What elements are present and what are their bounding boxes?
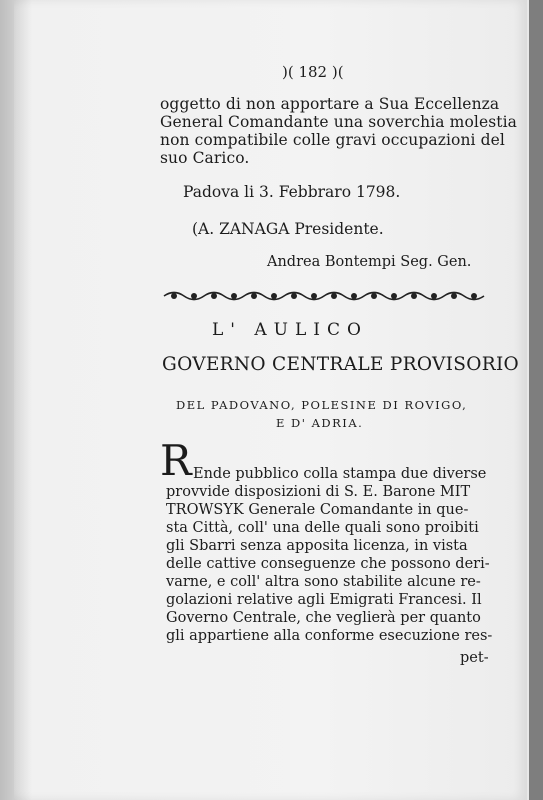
text-line: General Comandante una soverchia molestia	[160, 113, 518, 131]
page-number: )( 182 )(	[282, 63, 344, 81]
body-line: varne, e coll' altra sono stabilite alcune re-	[166, 574, 481, 590]
subheading-line-2: E D' ADRIA.	[276, 416, 364, 430]
text-line: oggetto di non apportare a Sua Eccellenza	[160, 95, 500, 113]
president-signature: (A. ZANAGA Presidente.	[192, 220, 384, 238]
ornament-divider	[162, 287, 492, 305]
body-line: sta Città, coll' una delle quali sono proibiti	[166, 520, 479, 536]
date-line: Padova li 3. Febbraro 1798.	[183, 183, 401, 201]
body-line: TROWSYK Generale Comandante in que-	[166, 502, 469, 518]
text-line: suo Carico.	[160, 149, 250, 167]
body-line: golazioni relative agli Emigrati Francesi. Il	[166, 592, 482, 608]
heading-line-1: L' AULICO	[212, 320, 368, 340]
body-line: Governo Centrale, che veglierà per quanto	[166, 610, 481, 626]
catchword: pet-	[460, 650, 489, 666]
body-line: gli appartiene alla conforme esecuzione res-	[166, 628, 493, 644]
body-line: delle cattive conseguenze che possono deri-	[166, 556, 490, 572]
drop-cap: R	[160, 436, 192, 485]
text-line: non compatibile colle gravi occupazioni del	[160, 131, 505, 149]
body-line: gli Sbarri senza apposita licenza, in vista	[166, 538, 468, 554]
page-right-edge	[529, 0, 543, 800]
secretary-signature: Andrea Bontempi Seg. Gen.	[267, 254, 472, 270]
body-first-line: Ende pubblico colla stampa due diverse	[193, 466, 487, 482]
body-line: provvide disposizioni di S. E. Barone MIT	[166, 484, 471, 500]
subheading-line-1: DEL PADOVANO, POLESINE DI ROVIGO,	[176, 398, 468, 412]
heading-line-2: GOVERNO CENTRALE PROVISORIO	[162, 354, 520, 375]
